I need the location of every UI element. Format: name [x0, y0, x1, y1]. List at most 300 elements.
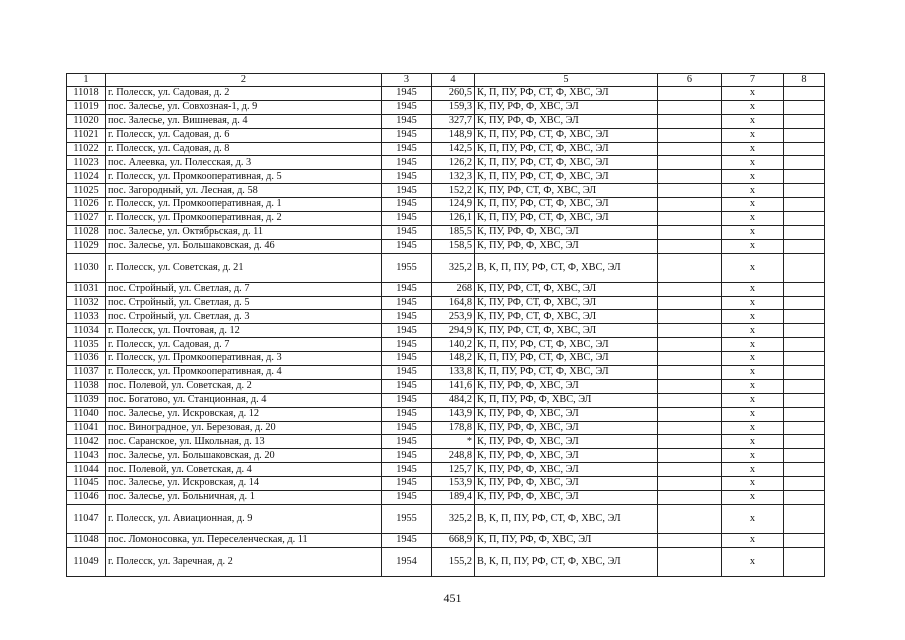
cell-year-built: 1945 [382, 142, 432, 156]
cell-column-8 [784, 156, 825, 170]
cell-year-built: 1945 [382, 156, 432, 170]
cell-column-8 [784, 477, 825, 491]
cell-address: г. Полесск, ул. Промкооперативная, д. 2 [106, 212, 382, 226]
cell-mark: х [722, 212, 784, 226]
cell-column-8 [784, 87, 825, 101]
cell-address: пос. Алеевка, ул. Полесская, д. 3 [106, 156, 382, 170]
cell-year-built: 1945 [382, 435, 432, 449]
table-row [67, 100, 825, 114]
cell-address: г. Полесск, ул. Промкооперативная, д. 4 [106, 366, 382, 380]
cell-area: 164,8 [432, 296, 475, 310]
cell-utilities: К, ПУ, РФ, Ф, ХВС, ЭЛ [475, 239, 658, 253]
cell-utilities: К, ПУ, РФ, СТ, Ф, ХВС, ЭЛ [475, 324, 658, 338]
table-row [67, 296, 825, 310]
cell-record-number: 11047 [67, 504, 106, 533]
cell-area: 484,2 [432, 393, 475, 407]
cell-address: пос. Стройный, ул. Светлая, д. 7 [106, 282, 382, 296]
cell-address: пос. Залесье, ул. Больничная, д. 1 [106, 491, 382, 505]
table-row [67, 142, 825, 156]
cell-address: г. Полесск, ул. Авиационная, д. 9 [106, 504, 382, 533]
cell-utilities: К, П, ПУ, РФ, СТ, Ф, ХВС, ЭЛ [475, 338, 658, 352]
cell-column-8 [784, 435, 825, 449]
cell-utilities: К, П, ПУ, РФ, СТ, Ф, ХВС, ЭЛ [475, 212, 658, 226]
cell-year-built: 1945 [382, 407, 432, 421]
cell-record-number: 11037 [67, 366, 106, 380]
cell-year-built: 1945 [382, 184, 432, 198]
cell-mark: х [722, 547, 784, 576]
cell-column-8 [784, 198, 825, 212]
cell-column-6 [658, 352, 722, 366]
cell-utilities: К, П, ПУ, РФ, Ф, ХВС, ЭЛ [475, 393, 658, 407]
cell-record-number: 11036 [67, 352, 106, 366]
table-row [67, 533, 825, 547]
cell-mark: х [722, 477, 784, 491]
cell-column-8 [784, 366, 825, 380]
cell-utilities: В, К, П, ПУ, РФ, СТ, Ф, ХВС, ЭЛ [475, 547, 658, 576]
cell-year-built: 1945 [382, 170, 432, 184]
col-header-8: 8 [784, 74, 825, 87]
cell-column-6 [658, 449, 722, 463]
cell-record-number: 11020 [67, 114, 106, 128]
cell-record-number: 11025 [67, 184, 106, 198]
cell-area: 142,5 [432, 142, 475, 156]
cell-area: 126,1 [432, 212, 475, 226]
cell-year-built: 1945 [382, 239, 432, 253]
cell-area: 189,4 [432, 491, 475, 505]
cell-record-number: 11031 [67, 282, 106, 296]
cell-column-8 [784, 142, 825, 156]
cell-column-8 [784, 547, 825, 576]
cell-column-6 [658, 128, 722, 142]
cell-utilities: К, ПУ, РФ, СТ, Ф, ХВС, ЭЛ [475, 184, 658, 198]
cell-area: 155,2 [432, 547, 475, 576]
cell-record-number: 11029 [67, 239, 106, 253]
table-row [67, 253, 825, 282]
cell-year-built: 1945 [382, 225, 432, 239]
cell-column-6 [658, 379, 722, 393]
col-header-2: 2 [106, 74, 382, 87]
cell-utilities: К, П, ПУ, РФ, СТ, Ф, ХВС, ЭЛ [475, 366, 658, 380]
cell-column-8 [784, 491, 825, 505]
cell-mark: х [722, 407, 784, 421]
cell-mark: х [722, 463, 784, 477]
cell-area: 178,8 [432, 421, 475, 435]
cell-column-6 [658, 100, 722, 114]
cell-address: г. Полесск, ул. Советская, д. 21 [106, 253, 382, 282]
cell-address: пос. Полевой, ул. Советская, д. 2 [106, 379, 382, 393]
cell-address: пос. Стройный, ул. Светлая, д. 3 [106, 310, 382, 324]
cell-year-built: 1945 [382, 87, 432, 101]
cell-record-number: 11043 [67, 449, 106, 463]
table-row [67, 225, 825, 239]
cell-mark: х [722, 282, 784, 296]
cell-address: г. Полесск, ул. Садовая, д. 2 [106, 87, 382, 101]
col-header-6: 6 [658, 74, 722, 87]
cell-column-6 [658, 87, 722, 101]
cell-area: 148,2 [432, 352, 475, 366]
col-header-7: 7 [722, 74, 784, 87]
cell-year-built: 1945 [382, 463, 432, 477]
header-row [67, 74, 825, 87]
cell-area: 248,8 [432, 449, 475, 463]
cell-column-6 [658, 393, 722, 407]
cell-column-8 [784, 282, 825, 296]
cell-record-number: 11030 [67, 253, 106, 282]
cell-address: г. Полесск, ул. Заречная, д. 2 [106, 547, 382, 576]
cell-address: пос. Залесье, ул. Искровская, д. 14 [106, 477, 382, 491]
cell-column-8 [784, 379, 825, 393]
cell-column-6 [658, 504, 722, 533]
cell-area: 148,9 [432, 128, 475, 142]
table-row [67, 184, 825, 198]
cell-address: пос. Ломоносовка, ул. Переселенческая, д. 11 [106, 533, 382, 547]
table-row [67, 352, 825, 366]
cell-column-6 [658, 324, 722, 338]
cell-address: пос. Залесье, ул. Большаковская, д. 20 [106, 449, 382, 463]
cell-record-number: 11049 [67, 547, 106, 576]
cell-column-8 [784, 170, 825, 184]
cell-year-built: 1945 [382, 477, 432, 491]
cell-record-number: 11041 [67, 421, 106, 435]
cell-utilities: В, К, П, ПУ, РФ, СТ, Ф, ХВС, ЭЛ [475, 253, 658, 282]
cell-year-built: 1945 [382, 421, 432, 435]
table-row [67, 239, 825, 253]
cell-record-number: 11027 [67, 212, 106, 226]
cell-area: 260,5 [432, 87, 475, 101]
cell-column-8 [784, 504, 825, 533]
cell-column-8 [784, 393, 825, 407]
table-row [67, 310, 825, 324]
cell-column-8 [784, 128, 825, 142]
cell-mark: х [722, 533, 784, 547]
cell-record-number: 11021 [67, 128, 106, 142]
cell-record-number: 11022 [67, 142, 106, 156]
cell-column-8 [784, 184, 825, 198]
table-row [67, 504, 825, 533]
cell-utilities: К, П, ПУ, РФ, СТ, Ф, ХВС, ЭЛ [475, 352, 658, 366]
cell-area: 325,2 [432, 253, 475, 282]
cell-utilities: К, ПУ, РФ, Ф, ХВС, ЭЛ [475, 379, 658, 393]
cell-year-built: 1945 [382, 100, 432, 114]
cell-column-6 [658, 156, 722, 170]
cell-record-number: 11044 [67, 463, 106, 477]
cell-year-built: 1945 [382, 379, 432, 393]
cell-address: пос. Залесье, ул. Большаковская, д. 46 [106, 239, 382, 253]
cell-year-built: 1945 [382, 338, 432, 352]
table-row [67, 282, 825, 296]
cell-column-8 [784, 225, 825, 239]
cell-column-6 [658, 114, 722, 128]
cell-area: 185,5 [432, 225, 475, 239]
cell-utilities: К, ПУ, РФ, Ф, ХВС, ЭЛ [475, 463, 658, 477]
cell-record-number: 11033 [67, 310, 106, 324]
table-row [67, 324, 825, 338]
cell-utilities: К, ПУ, РФ, Ф, ХВС, ЭЛ [475, 100, 658, 114]
cell-column-6 [658, 310, 722, 324]
cell-utilities: В, К, П, ПУ, РФ, СТ, Ф, ХВС, ЭЛ [475, 504, 658, 533]
cell-area: 126,2 [432, 156, 475, 170]
cell-area: * [432, 435, 475, 449]
cell-record-number: 11026 [67, 198, 106, 212]
cell-mark: х [722, 87, 784, 101]
cell-year-built: 1945 [382, 366, 432, 380]
cell-area: 140,2 [432, 338, 475, 352]
register-table [66, 73, 825, 577]
cell-record-number: 11038 [67, 379, 106, 393]
table-row [67, 156, 825, 170]
cell-utilities: К, ПУ, РФ, Ф, ХВС, ЭЛ [475, 421, 658, 435]
cell-record-number: 11032 [67, 296, 106, 310]
cell-mark: х [722, 338, 784, 352]
cell-column-8 [784, 533, 825, 547]
cell-column-6 [658, 170, 722, 184]
cell-record-number: 11039 [67, 393, 106, 407]
cell-column-8 [784, 100, 825, 114]
cell-address: пос. Виноградное, ул. Березовая, д. 20 [106, 421, 382, 435]
cell-year-built: 1945 [382, 324, 432, 338]
cell-column-8 [784, 253, 825, 282]
cell-mark: х [722, 379, 784, 393]
cell-record-number: 11023 [67, 156, 106, 170]
cell-utilities: К, П, ПУ, РФ, СТ, Ф, ХВС, ЭЛ [475, 142, 658, 156]
cell-column-6 [658, 491, 722, 505]
table-row [67, 114, 825, 128]
cell-utilities: К, П, ПУ, РФ, СТ, Ф, ХВС, ЭЛ [475, 170, 658, 184]
cell-utilities: К, П, ПУ, РФ, СТ, Ф, ХВС, ЭЛ [475, 128, 658, 142]
cell-area: 268 [432, 282, 475, 296]
cell-column-6 [658, 421, 722, 435]
cell-mark: х [722, 366, 784, 380]
table-row [67, 421, 825, 435]
cell-mark: х [722, 100, 784, 114]
cell-column-6 [658, 184, 722, 198]
cell-record-number: 11042 [67, 435, 106, 449]
cell-column-6 [658, 296, 722, 310]
table-row [67, 170, 825, 184]
cell-year-built: 1945 [382, 491, 432, 505]
cell-mark: х [722, 198, 784, 212]
cell-column-8 [784, 324, 825, 338]
cell-mark: х [722, 393, 784, 407]
cell-area: 253,9 [432, 310, 475, 324]
cell-year-built: 1945 [382, 533, 432, 547]
table-row [67, 463, 825, 477]
cell-column-6 [658, 477, 722, 491]
cell-area: 159,3 [432, 100, 475, 114]
cell-column-8 [784, 407, 825, 421]
cell-record-number: 11028 [67, 225, 106, 239]
cell-record-number: 11046 [67, 491, 106, 505]
cell-mark: х [722, 352, 784, 366]
cell-address: г. Полесск, ул. Садовая, д. 8 [106, 142, 382, 156]
cell-record-number: 11024 [67, 170, 106, 184]
cell-area: 668,9 [432, 533, 475, 547]
cell-record-number: 11035 [67, 338, 106, 352]
cell-mark: х [722, 114, 784, 128]
cell-utilities: К, ПУ, РФ, Ф, ХВС, ЭЛ [475, 491, 658, 505]
cell-column-8 [784, 352, 825, 366]
cell-address: пос. Саранское, ул. Школьная, д. 13 [106, 435, 382, 449]
col-header-5: 5 [475, 74, 658, 87]
table-row [67, 366, 825, 380]
table-row [67, 212, 825, 226]
cell-record-number: 11045 [67, 477, 106, 491]
cell-address: пос. Залесье, ул. Октябрьская, д. 11 [106, 225, 382, 239]
cell-utilities: К, ПУ, РФ, СТ, Ф, ХВС, ЭЛ [475, 282, 658, 296]
cell-mark: х [722, 435, 784, 449]
table-row [67, 477, 825, 491]
cell-area: 153,9 [432, 477, 475, 491]
cell-area: 125,7 [432, 463, 475, 477]
cell-utilities: К, ПУ, РФ, Ф, ХВС, ЭЛ [475, 449, 658, 463]
cell-address: г. Полесск, ул. Почтовая, д. 12 [106, 324, 382, 338]
cell-year-built: 1945 [382, 449, 432, 463]
cell-year-built: 1945 [382, 393, 432, 407]
table-row [67, 491, 825, 505]
cell-year-built: 1945 [382, 296, 432, 310]
col-header-4: 4 [432, 74, 475, 87]
cell-record-number: 11040 [67, 407, 106, 421]
cell-column-6 [658, 547, 722, 576]
cell-mark: х [722, 128, 784, 142]
cell-address: г. Полесск, ул. Садовая, д. 7 [106, 338, 382, 352]
cell-column-8 [784, 449, 825, 463]
cell-mark: х [722, 142, 784, 156]
cell-address: пос. Залесье, ул. Совхозная-1, д. 9 [106, 100, 382, 114]
cell-area: 294,9 [432, 324, 475, 338]
cell-utilities: К, ПУ, РФ, Ф, ХВС, ЭЛ [475, 435, 658, 449]
cell-area: 141,6 [432, 379, 475, 393]
cell-utilities: К, ПУ, РФ, Ф, ХВС, ЭЛ [475, 477, 658, 491]
cell-utilities: К, ПУ, РФ, Ф, ХВС, ЭЛ [475, 225, 658, 239]
table-row [67, 338, 825, 352]
cell-utilities: К, ПУ, РФ, Ф, ХВС, ЭЛ [475, 114, 658, 128]
cell-column-6 [658, 282, 722, 296]
cell-column-8 [784, 296, 825, 310]
cell-year-built: 1954 [382, 547, 432, 576]
cell-address: г. Полесск, ул. Садовая, д. 6 [106, 128, 382, 142]
cell-column-6 [658, 239, 722, 253]
cell-utilities: К, П, ПУ, РФ, СТ, Ф, ХВС, ЭЛ [475, 87, 658, 101]
cell-mark: х [722, 324, 784, 338]
cell-address: пос. Богатово, ул. Станционная, д. 4 [106, 393, 382, 407]
cell-mark: х [722, 170, 784, 184]
cell-column-6 [658, 366, 722, 380]
cell-area: 132,3 [432, 170, 475, 184]
cell-address: г. Полесск, ул. Промкооперативная, д. 3 [106, 352, 382, 366]
cell-mark: х [722, 184, 784, 198]
cell-address: пос. Загородный, ул. Лесная, д. 58 [106, 184, 382, 198]
cell-utilities: К, ПУ, РФ, Ф, ХВС, ЭЛ [475, 407, 658, 421]
cell-area: 327,7 [432, 114, 475, 128]
cell-column-6 [658, 225, 722, 239]
cell-area: 152,2 [432, 184, 475, 198]
cell-year-built: 1945 [382, 352, 432, 366]
table-body [67, 87, 825, 577]
cell-column-6 [658, 253, 722, 282]
cell-year-built: 1945 [382, 114, 432, 128]
cell-column-8 [784, 310, 825, 324]
table-row [67, 547, 825, 576]
table-row [67, 379, 825, 393]
cell-utilities: К, ПУ, РФ, СТ, Ф, ХВС, ЭЛ [475, 310, 658, 324]
col-header-1: 1 [67, 74, 106, 87]
cell-column-6 [658, 338, 722, 352]
table-row [67, 198, 825, 212]
cell-mark: х [722, 253, 784, 282]
cell-column-8 [784, 212, 825, 226]
cell-column-6 [658, 533, 722, 547]
cell-column-6 [658, 463, 722, 477]
cell-address: г. Полесск, ул. Промкооперативная, д. 5 [106, 170, 382, 184]
cell-mark: х [722, 156, 784, 170]
table-row [67, 393, 825, 407]
cell-year-built: 1955 [382, 253, 432, 282]
table-row [67, 449, 825, 463]
cell-address: пос. Залесье, ул. Вишневая, д. 4 [106, 114, 382, 128]
cell-column-6 [658, 212, 722, 226]
cell-column-6 [658, 407, 722, 421]
cell-column-6 [658, 435, 722, 449]
cell-column-6 [658, 142, 722, 156]
cell-year-built: 1945 [382, 212, 432, 226]
cell-mark: х [722, 421, 784, 435]
table-row [67, 407, 825, 421]
cell-year-built: 1945 [382, 310, 432, 324]
cell-area: 158,5 [432, 239, 475, 253]
cell-mark: х [722, 225, 784, 239]
col-header-3: 3 [382, 74, 432, 87]
cell-column-6 [658, 198, 722, 212]
page-number: 451 [443, 591, 462, 605]
cell-utilities: К, П, ПУ, РФ, Ф, ХВС, ЭЛ [475, 533, 658, 547]
cell-year-built: 1945 [382, 128, 432, 142]
cell-record-number: 11018 [67, 87, 106, 101]
cell-column-8 [784, 114, 825, 128]
cell-area: 133,8 [432, 366, 475, 380]
cell-address: г. Полесск, ул. Промкооперативная, д. 1 [106, 198, 382, 212]
cell-mark: х [722, 296, 784, 310]
cell-record-number: 11048 [67, 533, 106, 547]
cell-column-8 [784, 421, 825, 435]
table-row [67, 128, 825, 142]
cell-year-built: 1945 [382, 198, 432, 212]
cell-column-8 [784, 463, 825, 477]
cell-mark: х [722, 310, 784, 324]
cell-area: 325,2 [432, 504, 475, 533]
cell-mark: х [722, 491, 784, 505]
cell-year-built: 1955 [382, 504, 432, 533]
cell-record-number: 11019 [67, 100, 106, 114]
cell-area: 124,9 [432, 198, 475, 212]
cell-mark: х [722, 504, 784, 533]
cell-column-8 [784, 338, 825, 352]
cell-record-number: 11034 [67, 324, 106, 338]
cell-utilities: К, ПУ, РФ, СТ, Ф, ХВС, ЭЛ [475, 296, 658, 310]
cell-address: пос. Полевой, ул. Советская, д. 4 [106, 463, 382, 477]
cell-utilities: К, П, ПУ, РФ, СТ, Ф, ХВС, ЭЛ [475, 156, 658, 170]
cell-area: 143,9 [432, 407, 475, 421]
table-row [67, 87, 825, 101]
cell-year-built: 1945 [382, 282, 432, 296]
cell-mark: х [722, 449, 784, 463]
cell-address: пос. Стройный, ул. Светлая, д. 5 [106, 296, 382, 310]
cell-address: пос. Залесье, ул. Искровская, д. 12 [106, 407, 382, 421]
cell-utilities: К, П, ПУ, РФ, СТ, Ф, ХВС, ЭЛ [475, 198, 658, 212]
table-row [67, 435, 825, 449]
cell-column-8 [784, 239, 825, 253]
cell-mark: х [722, 239, 784, 253]
